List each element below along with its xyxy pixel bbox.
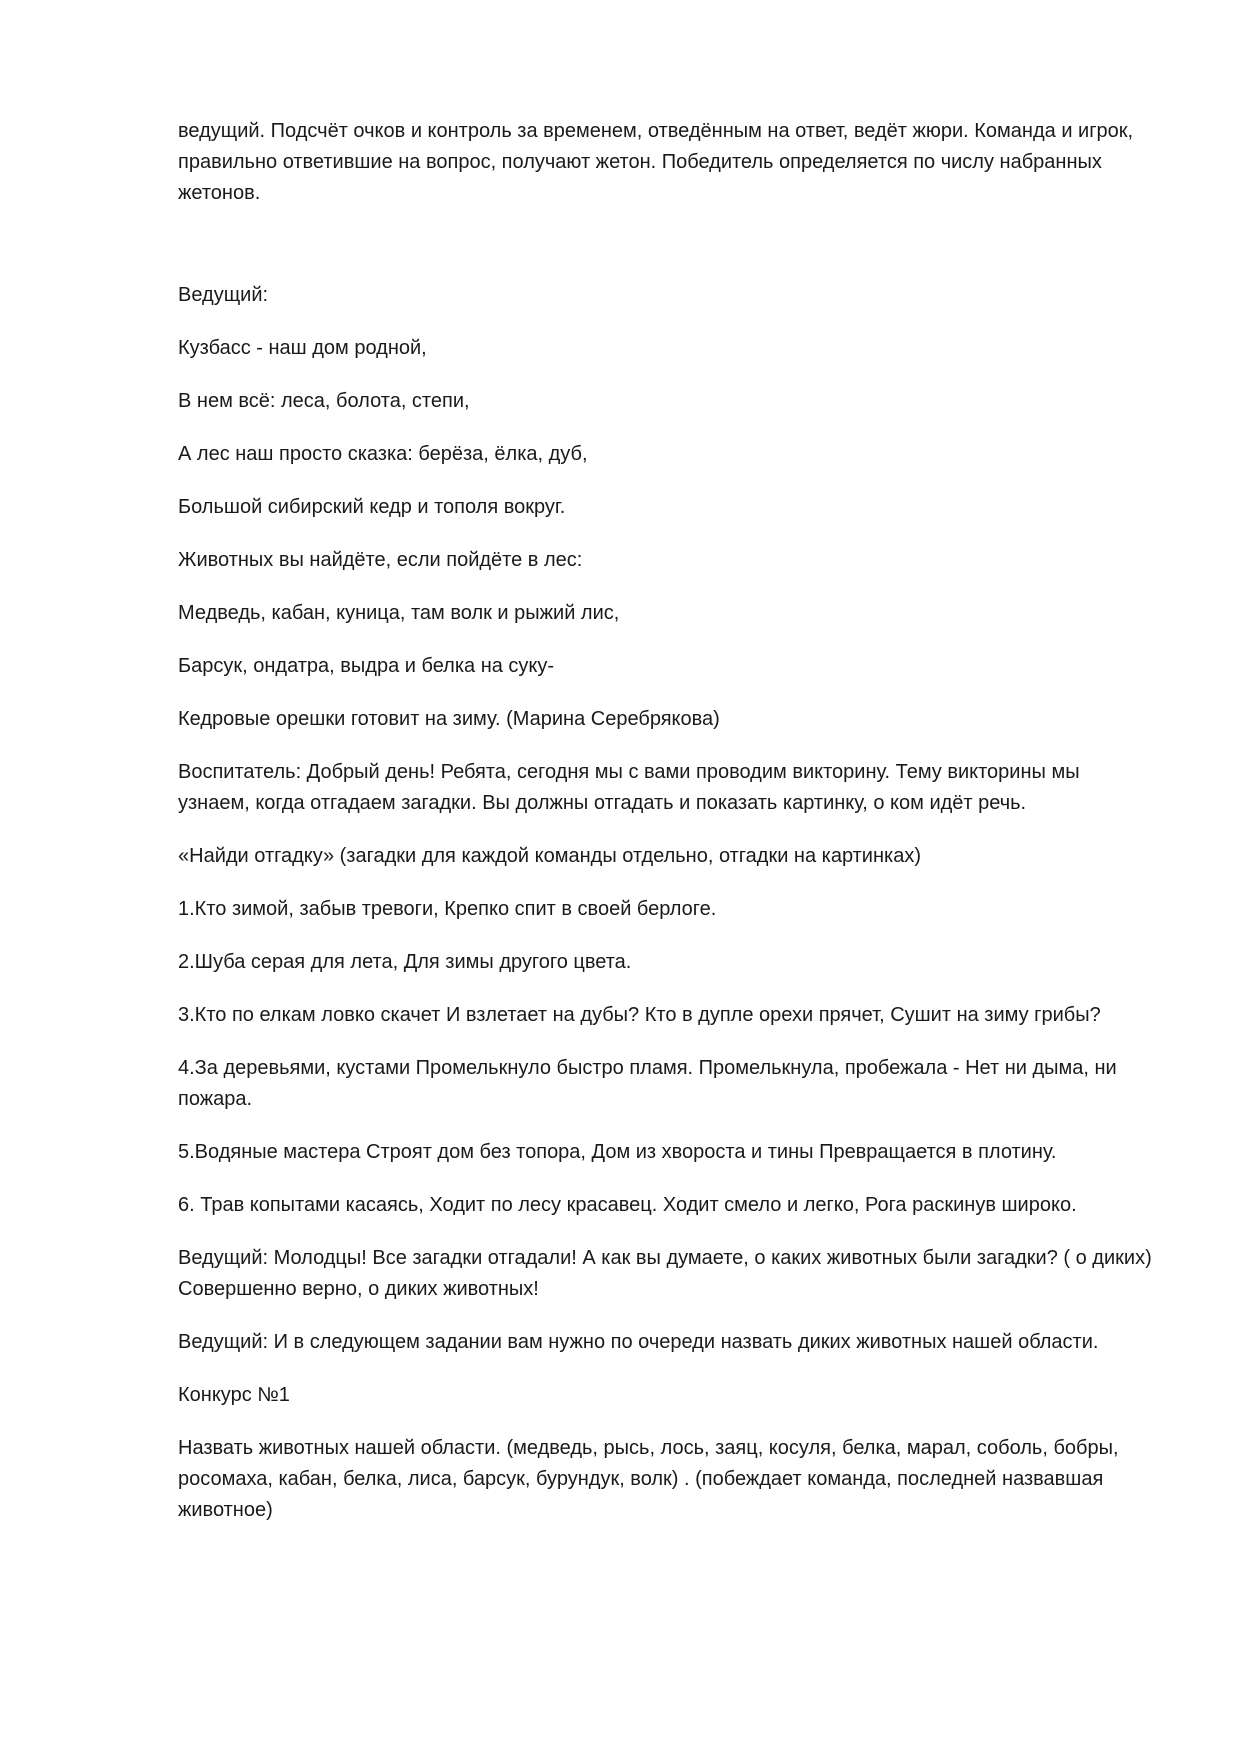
task-heading: «Найди отгадку» (загадки для каждой команды отдельно, отгадки на картинках)	[178, 845, 921, 867]
host-paragraph: Ведущий: Молодцы! Все загадки отгадали! А как вы думаете, о каких животных были загадки? ( о диких) Совершенно верно, о диких животных!	[178, 1247, 1152, 1300]
contest-heading: Конкурс №1	[178, 1384, 290, 1406]
document-body	[178, 116, 1153, 1548]
host-paragraph: Ведущий: И в следующем задании вам нужно по очереди назвать диких животных нашей области.	[178, 1331, 1099, 1353]
poem-line: А лес наш просто сказка: берёза, ёлка, дуб,	[178, 443, 588, 465]
contest-paragraph: Назвать животных нашей области. (медведь, рысь, лось, заяц, косуля, белка, марал, соболь, бобры, росомаха, кабан, белка, лиса, барсук, бурундук, волк) . (побеждает команда, последней назвавшая животное)	[178, 1437, 1119, 1521]
riddle-item: 6. Трав копытами касаясь, Ходит по лесу красавец. Ходит смело и легко, Рога раскинув широко.	[178, 1194, 1077, 1216]
poem-line: Медведь, кабан, куница, там волк и рыжий лис,	[178, 602, 620, 624]
poem-line: Кедровые орешки готовит на зиму. (Марина Серебрякова)	[178, 708, 720, 730]
riddle-item: 1.Кто зимой, забыв тревоги, Крепко спит в своей берлоге.	[178, 898, 717, 920]
poem-line: В нем всё: леса, болота, степи,	[178, 390, 470, 412]
riddle-item: 3.Кто по елкам ловко скачет И взлетает на дубы? Кто в дупле орехи прячет, Сушит на зиму грибы?	[178, 1004, 1101, 1026]
teacher-paragraph: Воспитатель: Добрый день! Ребята, сегодня мы с вами проводим викторину. Тему викторины мы узнаем, когда отгадаем загадки. Вы должны отгадать и показать картинку, о ком идёт речь.	[178, 761, 1080, 814]
poem-line: Животных вы найдёте, если пойдёте в лес:	[178, 549, 583, 571]
poem-line: Барсук, ондатра, выдра и белка на суку-	[178, 655, 555, 677]
riddle-item: 5.Водяные мастера Строят дом без топора, Дом из хвороста и тины Превращается в плотину.	[178, 1141, 1057, 1163]
speaker-label: Ведущий:	[178, 284, 269, 306]
poem-line: Кузбасс - наш дом родной,	[178, 337, 427, 359]
poem-line: Большой сибирский кедр и тополя вокруг.	[178, 496, 566, 518]
intro-paragraph: ведущий. Подсчёт очков и контроль за временем, отведённым на ответ, ведёт жюри. Команда и игрок, правильно ответившие на вопрос, получают жетон. Победитель определяется по числу набранных жетонов.	[178, 120, 1134, 204]
riddle-item: 2.Шуба серая для лета, Для зимы другого цвета.	[178, 951, 632, 973]
riddle-item: 4.За деревьями, кустами Промелькнуло быстро пламя. Промелькнула, пробежала - Нет ни дыма, ни пожара.	[178, 1057, 1117, 1110]
